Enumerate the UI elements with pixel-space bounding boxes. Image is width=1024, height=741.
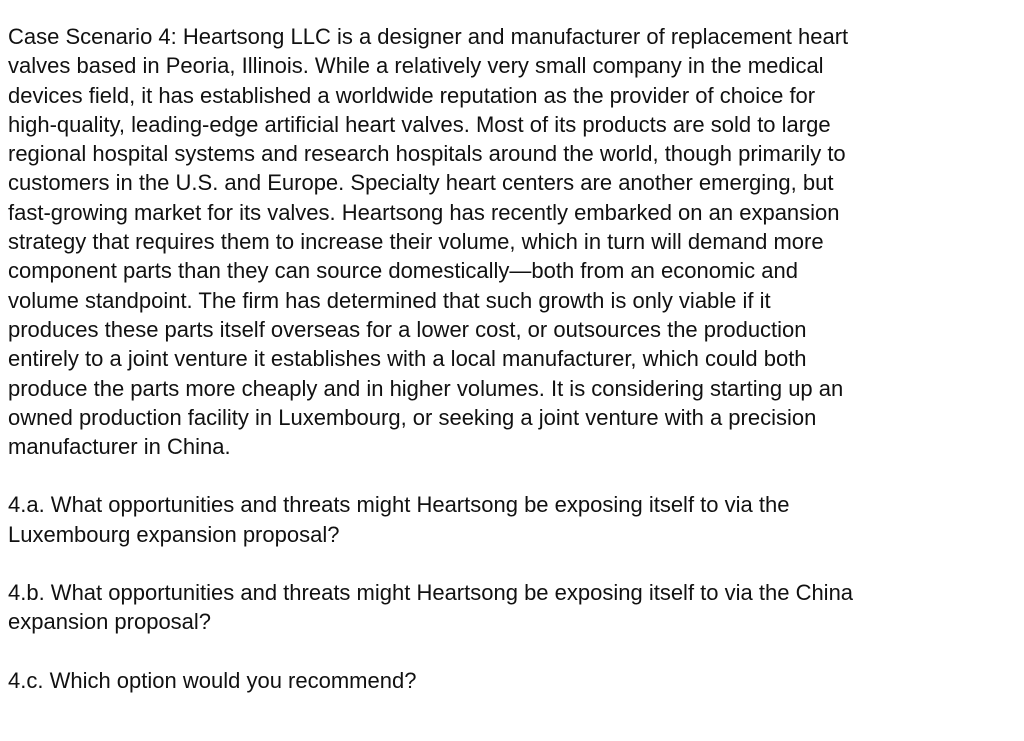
question-4a: 4.a. What opportunities and threats might Heartsong be exposing itself to via the Luxembourg expansion proposal? [8,492,790,547]
document-body [8,22,1008,695]
question-4c: 4.c. Which option would you recommend? [8,667,417,693]
case-scenario-paragraph: Case Scenario 4: Heartsong LLC is a designer and manufacturer of replacement heart valves based in Peoria, Illinois. While a relatively very small company in the medical devices field, it has established a worldwide reputation as the provider of choice for high-quality, leading-edge artificial heart valves. Most of its products are sold to large regional hospital systems and research hospitals around the world, though primarily to customers in the U.S. and Europe. Specialty heart centers are another emerging, but fast-growing market for its valves. Heartsong has recently embarked on an expansion strategy that requires them to increase their volume, which in turn will demand more component parts than they can source domestically—both from an economic and volume standpoint. The firm has determined that such growth is only viable if it produces these parts itself overseas for a lower cost, or outsources the production entirely to a joint venture it establishes with a local manufacturer, which could both produce the parts more cheaply and in higher volumes. It is considering starting up an owned production facility in Luxembourg, or seeking a joint venture with a precision manufacturer in China. [8,24,849,460]
question-4b: 4.b. What opportunities and threats might Heartsong be exposing itself to via the China expansion proposal? [8,580,854,635]
